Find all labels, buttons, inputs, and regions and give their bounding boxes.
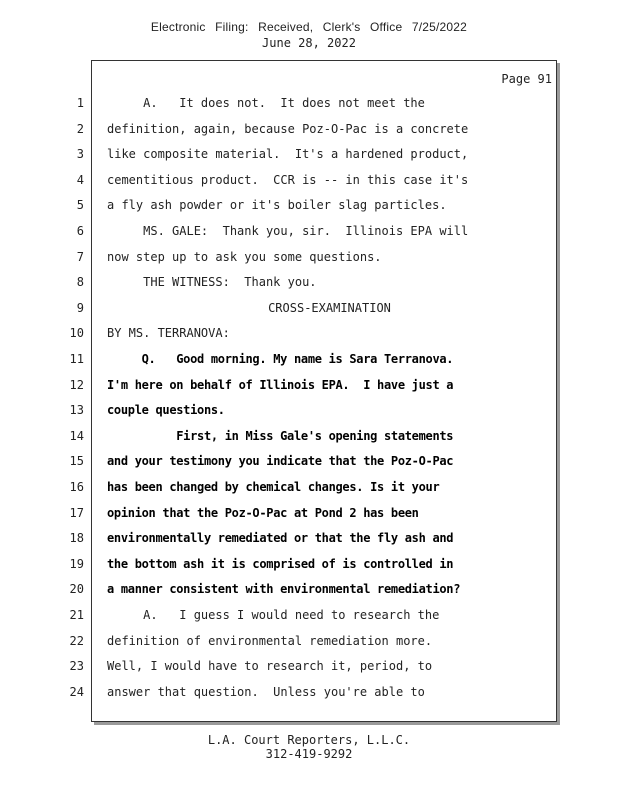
transcript-line: a fly ash powder or it's boiler slag particles. [107,198,447,213]
reporter-footer [0,733,618,761]
line-number: 19 [69,556,84,571]
line-number: 16 [69,480,84,494]
line-number: 9 [76,300,84,315]
transcript-line: MS. GALE: Thank you, sir. Illinois EPA will [107,224,469,238]
line-number: 18 [69,531,84,546]
line-number: 6 [76,224,84,238]
line-number: 12 [69,377,84,392]
line-number: 2 [76,121,84,136]
line-number: 14 [69,428,84,443]
line-number: 23 [69,659,84,674]
transcript-line: now step up to ask you some questions. [107,249,382,264]
transcript-line: like composite material. It's a hardened product, [107,147,469,162]
line-number: 7 [76,249,84,264]
reporter-phone: 312-419-9292 [265,747,353,761]
transcript-line: cementitious product. CCR is -- in this case it's [107,172,469,187]
transcript-line: I'm here on behalf of Illinois EPA. I have just a [107,377,454,392]
reporter-company: L.A. Court Reporters, L.L.C. [207,733,411,747]
transcript-line: environmentally remediated or that the fly ash and [107,531,454,546]
transcript-line: BY MS. TERRANOVA: [107,326,230,341]
transcript-line: THE WITNESS: Thank you. [107,275,317,290]
line-number: 4 [76,172,84,187]
line-number: 5 [76,198,84,213]
line-number: 8 [76,275,84,290]
transcript-date: June 28, 2022 [262,36,356,50]
transcript-line: has been changed by chemical changes. Is it your [107,480,440,494]
line-number: 3 [76,147,84,162]
transcript-line: the bottom ash it is comprised of is controlled in [107,556,454,571]
transcript-line: Q. Good morning. My name is Sara Terranova. [107,352,454,366]
transcript-line: and your testimony you indicate that the Poz-O-Pac [107,454,454,469]
filing-stamp: Electronic Filing: Received, Clerk's Office 7/25/2022 [150,20,468,34]
transcript-line: answer that question. Unless you're able to [107,684,425,699]
page-number: Page 91 [501,72,552,86]
line-number: 24 [69,684,84,699]
transcript-line: couple questions. [107,403,225,418]
transcript-line: a manner consistent with environmental remediation? [107,582,461,597]
transcript-line: A. I guess I would need to research the [107,608,440,622]
transcript-line: opinion that the Poz-O-Pac at Pond 2 has been [107,505,419,520]
transcript-line: definition of environmental remediation more. [107,633,433,648]
transcript-line: First, in Miss Gale's opening statements [107,428,454,443]
line-number: 10 [69,326,84,341]
transcript-line: definition, again, because Poz-O-Pac is a concrete [107,121,469,136]
line-number: 21 [69,608,84,622]
line-number: 17 [69,505,84,520]
line-number: 20 [69,582,84,597]
line-number: 11 [69,352,84,366]
line-number: 13 [69,403,84,418]
line-number: 22 [69,633,84,648]
transcript-line: A. It does not. It does not meet the [107,96,425,110]
line-number: 1 [76,96,84,110]
line-number: 15 [69,454,84,469]
transcript-line: Well, I would have to research it, period, to [107,659,433,674]
transcript-line: CROSS-EXAMINATION [268,300,391,315]
